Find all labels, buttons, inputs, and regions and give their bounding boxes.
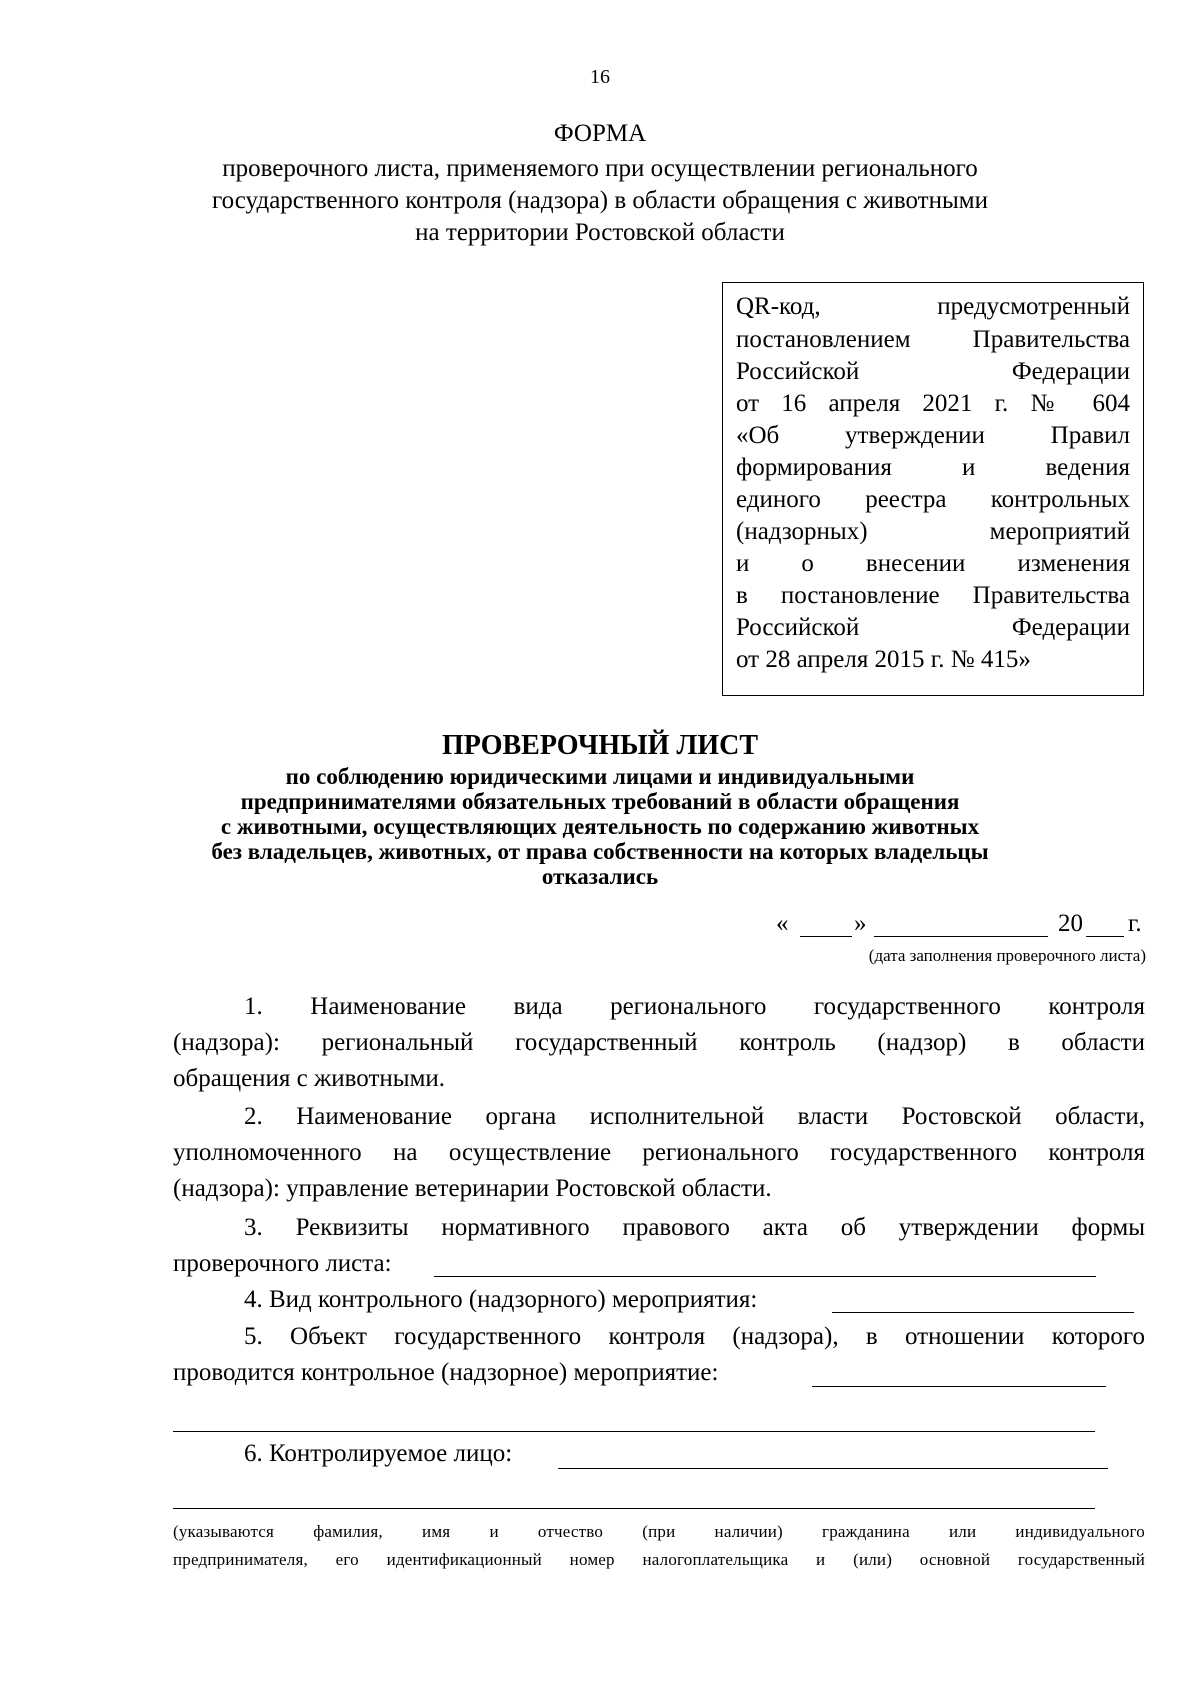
qr-box-line: Российской Федерации [736, 614, 1130, 641]
qr-box-line: «Об утверждении Правил [736, 422, 1130, 449]
checklist-subtitle-line: по соблюдению юридическими лицами и индивидуальными [285, 764, 915, 789]
item-4-line: 4. Вид контрольного (надзорного) мероприятия: [244, 1286, 758, 1313]
qr-box-line: от 16 апреля 2021 г. № 604 [736, 390, 1130, 417]
form-subtitle-line-3: на территории Ростовской области [415, 219, 785, 246]
date-open-quote: « [776, 910, 789, 937]
checklist-subtitle-line: предпринимателями обязательных требований в области обращения [240, 789, 960, 814]
item-6-line: 6. Контролируемое лицо: [244, 1440, 513, 1467]
item-4-blank[interactable] [832, 1312, 1134, 1313]
date-caption: (дата заполнения проверочного листа) [868, 946, 1146, 965]
item-1-line: обращения с животными. [173, 1065, 446, 1092]
date-year-suffix: г. [1128, 910, 1142, 937]
qr-box-line: формирования и ведения [736, 454, 1130, 481]
qr-box-line: в постановление Правительства [736, 582, 1130, 609]
item-5-line: проводится контрольное (надзорное) мероприятие: [173, 1359, 719, 1386]
checklist-subtitle-line: без владельцев, животных, от права собственности на которых владельцы [211, 839, 989, 864]
item-5-blank-continued[interactable] [173, 1431, 1095, 1432]
item-2-line: уполномоченного на осуществление регионального государственного контроля [173, 1139, 1145, 1166]
item-5-blank[interactable] [812, 1386, 1106, 1387]
page-number: 16 [590, 66, 610, 88]
item-2-line: 2. Наименование органа исполнительной власти Ростовской области, [244, 1103, 1145, 1130]
date-month-blank[interactable] [874, 936, 1048, 937]
qr-box-line: от 28 апреля 2015 г. № 415» [736, 646, 1031, 673]
footnote-separator [173, 1508, 1095, 1509]
item-3-blank[interactable] [434, 1276, 1096, 1277]
item-1-line: (надзора): региональный государственный контроль (надзор) в области [173, 1029, 1145, 1056]
date-year-prefix: 20 [1058, 910, 1083, 937]
item-2-line: (надзора): управление ветеринарии Ростовской области. [173, 1175, 772, 1202]
form-subtitle-line-1: проверочного листа, применяемого при осуществлении регионального [222, 155, 978, 182]
checklist-title: ПРОВЕРОЧНЫЙ ЛИСТ [441, 730, 758, 761]
date-day-blank[interactable] [800, 936, 852, 937]
qr-box-line: Российской Федерации [736, 358, 1130, 385]
item-5-line: 5. Объект государственного контроля (надзора), в отношении которого [244, 1323, 1145, 1350]
date-year-blank[interactable] [1086, 936, 1124, 937]
footnote-line: (указываются фамилия, имя и отчество (при наличии) гражданина или индивидуального [173, 1522, 1145, 1541]
qr-box-line: единого реестра контрольных [736, 486, 1130, 513]
qr-box-line: QR-код, предусмотренный [736, 293, 1130, 320]
qr-box-line: и о внесении изменения [736, 550, 1130, 577]
qr-box-line: постановлением Правительства [736, 326, 1130, 353]
checklist-subtitle-line: отказались [541, 864, 659, 889]
item-3-line: проверочного листа: [173, 1250, 392, 1277]
form-subtitle-line-2: государственного контроля (надзора) в области обращения с животными [212, 187, 988, 214]
date-close-quote: » [854, 910, 867, 937]
form-title: ФОРМА [553, 120, 647, 147]
checklist-subtitle-line: с животными, осуществляющих деятельность по содержанию животных [220, 814, 980, 839]
footnote-line: предпринимателя, его идентификационный номер налогоплательщика и (или) основной государственный [173, 1550, 1145, 1569]
item-6-blank[interactable] [558, 1468, 1108, 1469]
item-1-line: 1. Наименование вида регионального государственного контроля [244, 993, 1145, 1020]
item-3-line: 3. Реквизиты нормативного правового акта об утверждении формы [244, 1214, 1145, 1241]
qr-box-line: (надзорных) мероприятий [736, 518, 1130, 545]
